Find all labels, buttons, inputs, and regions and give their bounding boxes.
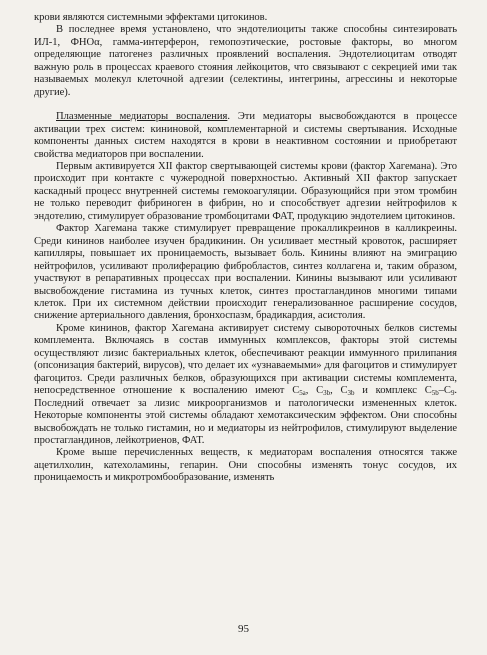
- subscript: 5а: [299, 389, 306, 398]
- paragraph-kinins: Фактор Хагемана также стимулирует превращение прокалликреинов в калликреины. Среди кининов наиболее изучен брадикинин. Он усиливает местный кровоток, расширяет капилляры, повышает их проницаемость, вызывает боль. Кинины влияют на эмиграцию нейтрофилов, усиливают пролиферацию фибробластов, синтез коллагена и, таким образом, участвуют в репаративных процессах при воспалении. Кинины вызывают или усиливают высвобождение гистамина из тучных клеток, синтез простагландинов многими типами клеток. При их системном действии происходит генерализованное расширение сосудов, снижение артериального давления, бронхоспазм, брадикардия, асистолия.: [34, 223, 457, 322]
- paragraph-plasma-mediators: [34, 111, 457, 161]
- paragraph-text: . Эти медиаторы высвобождаются в процессе активации трех систем: кининовой, комплементарной и системы свертывания. Исходные компоненты данных систем находятся в крови в неактивном состоянии и приобретают свойства медиаторов при воспалении.: [34, 111, 458, 160]
- section-heading: Плазменные медиаторы воспаления: [56, 111, 228, 123]
- subscript: 3b: [347, 389, 355, 398]
- subscript: 3b: [323, 389, 331, 398]
- paragraph-other-mediators: Кроме выше перечисленных веществ, к медиаторам воспаления относятся также ацетилхолин, катехоламины, гепарин. Они способны изменять тонус сосудов, их проницаемость и микротромбообразование, изменять: [34, 447, 457, 484]
- text-segment: . Последний отвечает за лизис микроорганизмов и патологически измененных клеток. Некоторые компоненты этой системы обладают хемотаксическим эффектом. Они способны высвобождать не только гистамин, но и медиаторы из нейтрофилов, стимулируют выделение простагландинов, лейкотриенов, ФАТ.: [34, 385, 457, 446]
- text-segment: , С: [330, 385, 348, 397]
- paragraph-endothelium: В последнее время установлено, что эндотелиоциты также способны синтезировать ИЛ-1, ФНОα, гамма-интерферон, гемопоэтические, ростовые факторы, во многом определяющие патогенез различных проявлений воспаления. Эндотелиоцитам отводят важную роль в процессах краевого стояния лейкоцитов, что связывают с секрецией ими так называемых молекул клеточной адгезии (селектины, интегрины, агрессины и некоторые другие).: [34, 24, 457, 98]
- text-segment: Кроме кининов, фактор Хагемана активирует систему сывороточных белков системы комплемента. Включаясь в состав иммунных комплексов, факторы этой системы осуществляют лизис бактериальных клеток, обеспечивают реакции иммунного прилипания (опсонизация бактерий, вирусов), что делает их «узнаваемыми» для фагоцитов и стимулирует фагоцитоз. Среди различных белков, образующихся при активации системы комплемента, непосредственное отношение к воспалению имеют С: [34, 322, 457, 397]
- text-segment: , С: [305, 385, 324, 397]
- subscript: 9: [450, 389, 455, 398]
- subscript: 5b: [431, 389, 439, 398]
- paragraph-hageman-factor: Первым активируется XII фактор свертывающей системы крови (фактор Хагемана). Это происходит при контакте с чужеродной поверхностью. Активный XII фактор запускает каскадный процесс внутренней системы гемокоагуляции. Образующийся при этом тромбин не только переводит фибриноген в фибрин, но и способствует адгезии нейтрофилов к эндотелию, стимулирует образование тромбоцитами ФАТ, продукцию эндотелием цитокинов.: [34, 160, 457, 222]
- paragraph-continuation: крови являются системными эффектами цитокинов.: [34, 12, 268, 23]
- paragraph-complement: [34, 323, 457, 448]
- text-segment: и комплекс С: [354, 385, 432, 397]
- text-segment: –С: [438, 385, 451, 397]
- page-number: 95: [238, 623, 249, 635]
